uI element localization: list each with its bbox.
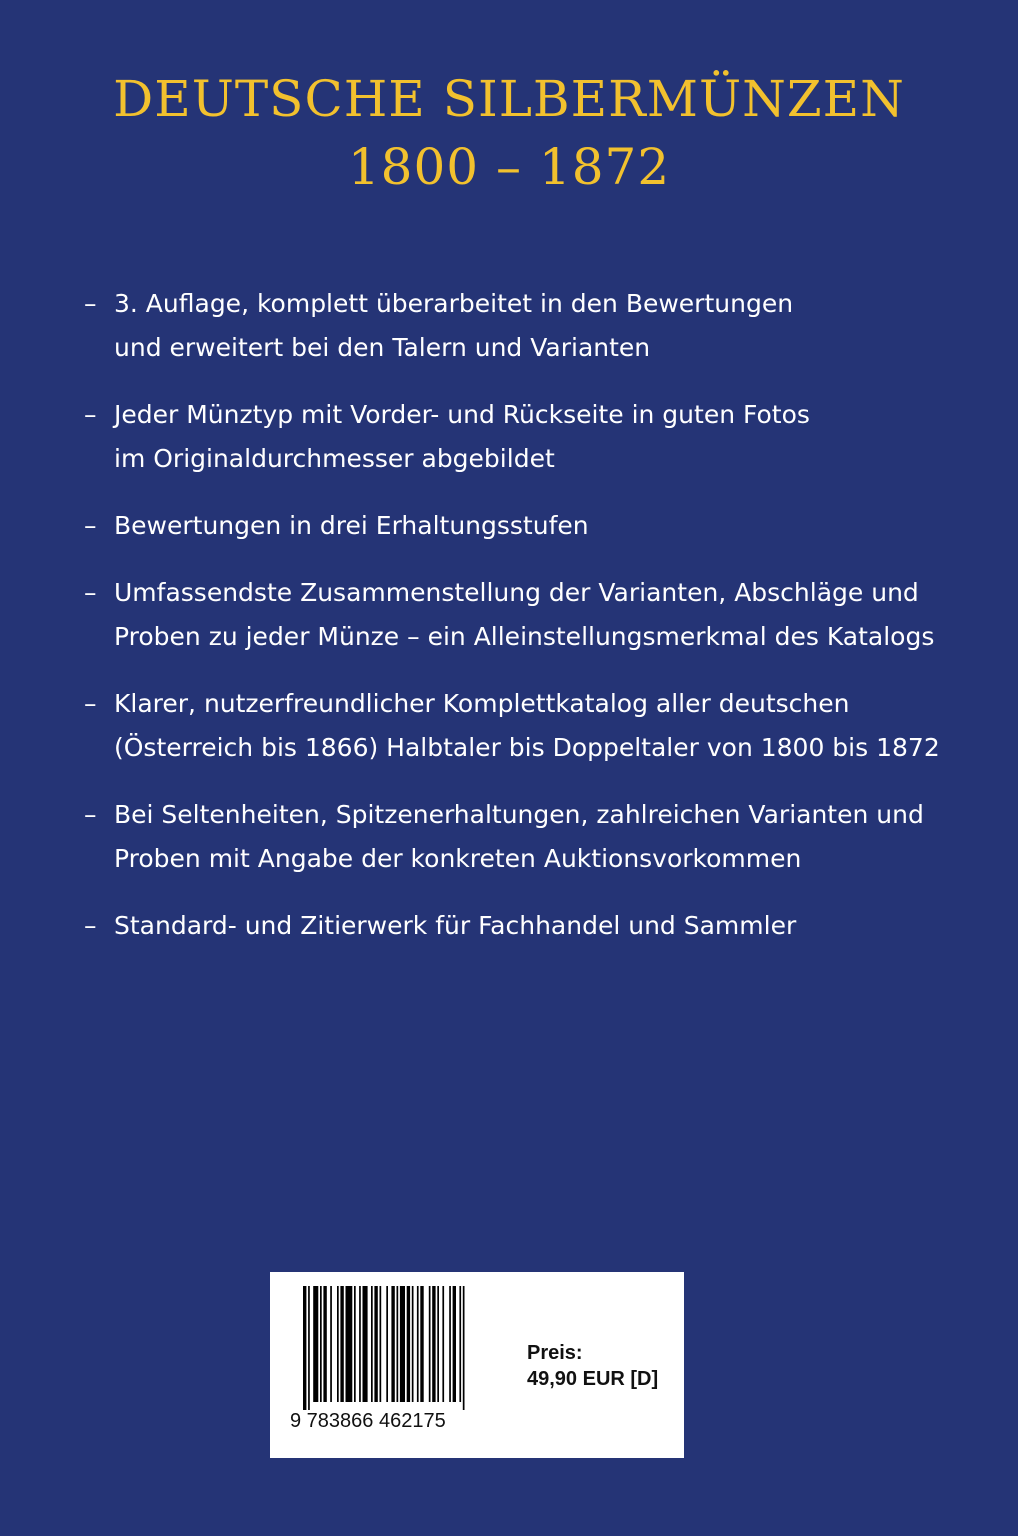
barcode-bar (386, 1286, 388, 1402)
barcode-bar (340, 1286, 343, 1402)
feature-text: im Originaldurchmesser abgebildet (114, 444, 555, 473)
isbn-barcode (303, 1286, 513, 1410)
barcode-bar (391, 1286, 394, 1402)
feature-list (0, 282, 1018, 971)
feature-item (0, 793, 924, 881)
barcode-label (270, 1272, 684, 1458)
barcode-bar (437, 1286, 439, 1402)
feature-text: Proben mit Angabe der konkreten Auktionsvorkommen (114, 844, 802, 873)
barcode-bar (400, 1286, 405, 1402)
feature-dash: – (84, 911, 97, 940)
feature-text: Proben zu jeder Münze – ein Alleinstellungsmerkmal des Katalogs (114, 622, 935, 651)
barcode-bar (359, 1286, 361, 1402)
barcode-bar (337, 1286, 339, 1402)
feature-item (0, 504, 904, 548)
feature-dash: – (84, 578, 97, 607)
barcode-bar (303, 1286, 306, 1410)
barcode-bar (380, 1286, 382, 1402)
feature-item (0, 571, 935, 659)
barcode-bar (354, 1286, 356, 1402)
feature-dash: – (84, 511, 97, 540)
barcode-bar (463, 1286, 465, 1410)
feature-item (0, 282, 904, 370)
feature-text: 3. Auflage, komplett überarbeitet in den Bewertungen (114, 289, 794, 318)
feature-item (0, 682, 940, 770)
barcode-bar (459, 1286, 461, 1402)
barcode-bar (313, 1286, 318, 1402)
barcode-bar (420, 1286, 423, 1402)
feature-text: Klarer, nutzerfreundlicher Komplettkatalog aller deutschen (114, 689, 850, 718)
barcode-bar (363, 1286, 368, 1402)
feature-dash: – (84, 689, 97, 718)
barcode-bar (449, 1286, 451, 1402)
barcode-bar (371, 1286, 373, 1402)
barcode-bar (320, 1286, 322, 1402)
book-title: DEUTSCHE SILBERMÜNZEN (113, 70, 905, 128)
feature-item (0, 393, 904, 481)
barcode-bar (308, 1286, 310, 1410)
barcode-bar (417, 1286, 419, 1402)
barcode-bar (442, 1286, 444, 1402)
feature-text: Bewertungen in drei Erhaltungsstufen (114, 511, 589, 540)
feature-dash: – (84, 400, 97, 429)
feature-item (0, 904, 904, 948)
barcode-bar (429, 1286, 431, 1402)
price-label: Preis: (527, 1342, 583, 1364)
feature-text: Umfassendste Zusammenstellung der Varianten, Abschläge und (114, 578, 919, 607)
feature-dash: – (84, 800, 97, 829)
price-value: 49,90 EUR [D] (527, 1368, 659, 1390)
barcode-bar (330, 1286, 332, 1402)
feature-dash: – (84, 289, 97, 318)
barcode-bar (453, 1286, 456, 1402)
feature-text: Jeder Münztyp mit Vorder- und Rückseite in guten Fotos (114, 400, 810, 429)
barcode-bar (397, 1286, 399, 1402)
feature-text: und erweitert bei den Talern und Varianten (114, 333, 651, 362)
isbn-number: 9 783866 462175 (290, 1410, 446, 1432)
book-title-years: 1800 – 1872 (347, 138, 671, 196)
barcode-bar (432, 1286, 435, 1402)
barcode-bar (323, 1286, 326, 1402)
feature-text: Bei Seltenheiten, Spitzenerhaltungen, zahlreichen Varianten und (114, 800, 924, 829)
barcode-bar (346, 1286, 353, 1402)
barcode-bar (374, 1286, 377, 1402)
feature-text: (Österreich bis 1866) Halbtaler bis Doppeltaler von 1800 bis 1872 (114, 733, 940, 762)
feature-text: Standard- und Zitierwerk für Fachhandel und Sammler (114, 911, 797, 940)
barcode-bar (407, 1286, 410, 1402)
barcode-bar (412, 1286, 414, 1402)
